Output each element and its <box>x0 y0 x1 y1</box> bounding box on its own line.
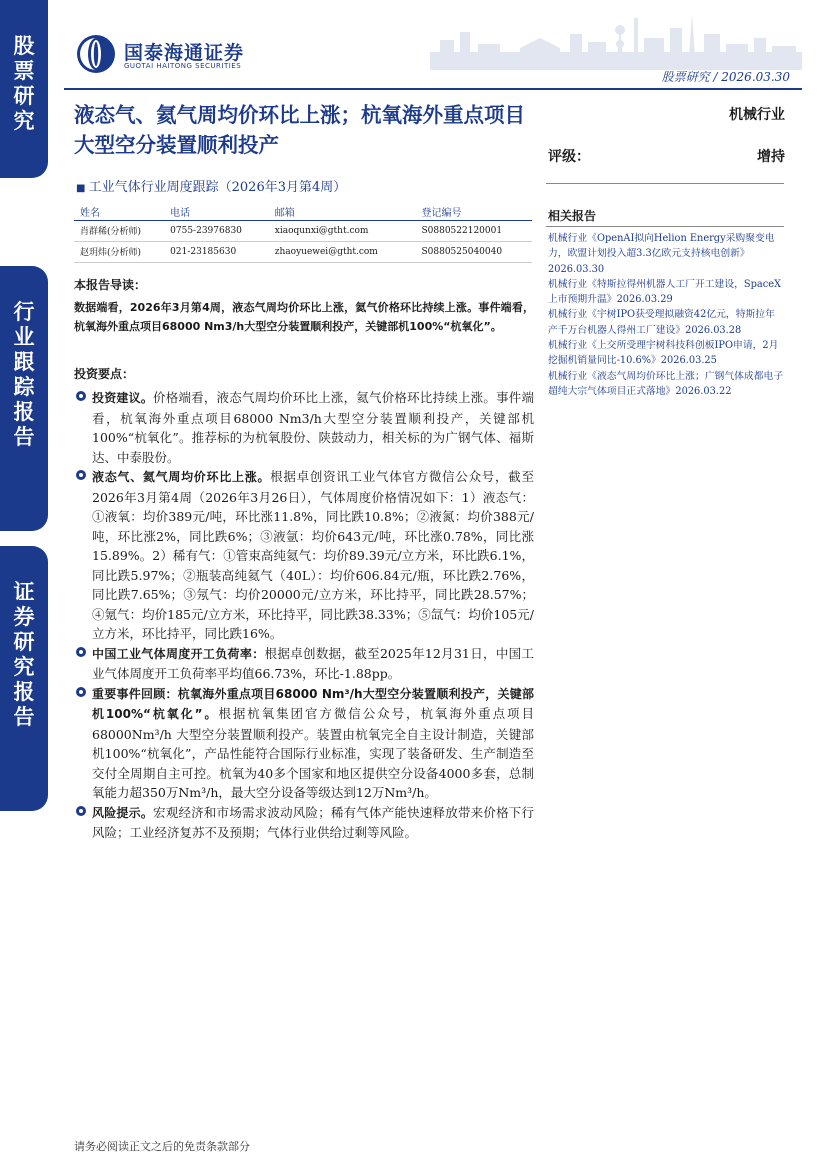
side-label-char: 券 <box>13 605 35 629</box>
related-reports-list <box>548 231 784 399</box>
industry-label: 机械行业 <box>729 107 785 123</box>
brand-name-en: GUOTAI HAITONG SECURITIES <box>124 62 242 70</box>
analyst-header-name: 姓名 <box>74 203 164 220</box>
analyst-header-reg: 登记编号 <box>415 203 532 220</box>
report-subtitle: ■ 工业气体行业周度跟踪（2026年3月第4周） <box>76 176 346 195</box>
point-body: 宏观经济和市场需求波动风险；稀有气体产能快速释放带来价格下行风险；工业经济复苏不及预期；气体行业供给过剩等风险。 <box>92 804 534 840</box>
list-item <box>76 803 534 843</box>
analyst-email[interactable]: zhaoyuewei@gtht.com <box>269 241 416 262</box>
rating-divider <box>546 183 784 184</box>
report-type-date: 股票研究 / 2026.03.30 <box>661 70 790 84</box>
rating-value: 增持 <box>757 149 785 165</box>
rating-label: 评级： <box>548 149 590 165</box>
analyst-name: 赵玥炜(分析师) <box>74 241 164 262</box>
analyst-phone: 021-23185630 <box>164 241 269 262</box>
related-report-link[interactable]: 机械行业《宇树IPO获受理拟融资42亿元，特斯拉年产千万台机器人得州工厂建设》2026.03.28 <box>548 309 775 336</box>
list-item <box>76 684 534 803</box>
disclaimer-note: 请务必阅读正文之后的免责条款部分 <box>74 1140 250 1153</box>
brand-name: 国泰海通证券 <box>124 42 245 64</box>
bullet-icon <box>76 391 86 401</box>
analyst-reg: S0880525040040 <box>415 241 532 262</box>
analyst-header-phone: 电话 <box>164 203 269 220</box>
analyst-phone: 0755-23976830 <box>164 220 269 241</box>
related-reports-heading: 相关报告 <box>548 209 597 223</box>
analyst-reg: S0880522120001 <box>415 220 532 241</box>
side-label-char: 报 <box>13 680 35 704</box>
side-label-securities-report <box>0 546 48 811</box>
report-title: 液态气、氦气周均价环比上涨；杭氧海外重点项目大型空分装置顺利投产 <box>74 103 525 157</box>
side-label-char: 究 <box>13 109 35 133</box>
point-body: 根据卓创资讯工业气体官方微信公众号，截至2026年3月第4周（2026年3月26日），气体周度价格情况如下：1）液态气：①液氧：均价389元/吨，环比涨11.8%，同比跌10.8%；②液氮：均价388元/吨，环比涨2%，同比跌6%；③液氩：均价643元/吨，环比涨0.78%，同比涨15.89%。2）稀有气：①管束高纯氦气：均价89.39元/立方米，环比跌6.1%，同比跌5.97%；②瓶装高纯氦气（40L）：均价606.84元/瓶，环比跌2.76%，同比跌7.65%；③氖气：均价20000元/立方米，环比持平，同比跌28.57%；④氪气：均价185元/立方米，环比持平，同比跌38.33%；⑤氙气：均价105元/立方米，环比持平，同比跌16%。 <box>92 469 534 641</box>
side-label-char: 业 <box>13 325 35 349</box>
point-title: 重要事件回顾：杭氧海外重点项目68000 Nm³/h大型空分装置顺利投产，关键部机100%“杭氧化”。 <box>92 686 534 721</box>
side-label-char: 研 <box>13 630 35 654</box>
bullet-icon <box>76 470 86 480</box>
point-title: 投资建议。 <box>92 391 154 405</box>
list-item <box>76 467 534 644</box>
invest-heading: 投资要点： <box>74 367 135 381</box>
side-label-stock-research <box>0 0 48 178</box>
side-label-char: 票 <box>13 59 35 83</box>
side-label-char: 究 <box>13 655 35 679</box>
point-title: 风险提示。 <box>92 805 154 820</box>
analyst-header-email: 邮箱 <box>269 203 416 220</box>
related-report-link[interactable]: 机械行业《特斯拉得州机器人工厂开工建设，SpaceX上市预期升温》2026.03.29 <box>548 278 782 306</box>
related-divider <box>546 226 784 227</box>
side-label-char: 报 <box>13 400 35 424</box>
side-label-char: 跟 <box>13 350 35 374</box>
point-title: 中国工业气体周度开工负荷率： <box>92 646 265 661</box>
side-label-char: 告 <box>13 425 35 449</box>
guide-text: 数据端看，2026年3月第4周，液态气周均价环比上涨，氦气价格环比持续上涨。事件端看，杭氧海外重点项目68000 Nm3/h大型空分装置顺利投产，关键部机100%“杭氧化”。 <box>74 301 534 333</box>
analyst-email[interactable]: xiaoqunxi@gtht.com <box>269 220 416 241</box>
side-label-char: 研 <box>13 84 35 108</box>
invest-points-list <box>76 388 534 843</box>
related-report-link[interactable]: 机械行业《上交所受理宇树科技科创板IPO申请，2月挖掘机销量同比-10.6%》2026.03.25 <box>548 340 779 367</box>
point-title: 液态气、氦气周均价环比上涨。 <box>92 470 271 484</box>
related-report-link[interactable]: 机械行业《液态气周均价环比上涨；广钢气体成都电子超纯大宗气体项目正式落地》2026.03.22 <box>548 370 784 397</box>
table-row <box>74 241 532 262</box>
header-rule <box>64 88 802 90</box>
analyst-table <box>74 203 532 263</box>
related-report-link[interactable]: 机械行业《OpenAI拟向Helion Energy采购聚变电力，欧盟计划投入超3.3亿欧元支持核电创新》2026.03.30 <box>548 233 775 275</box>
list-item <box>76 388 534 467</box>
company-logo-icon <box>76 34 116 74</box>
list-item <box>76 644 534 684</box>
side-label-char: 踪 <box>13 375 35 399</box>
point-body: 根据杭氧集团官方微信公众号，杭氧海外重点项目 68000Nm³/h 大型空分装置顺利投产。装置由杭氧完全自主设计制造，关键部机100%“杭氧化”，产品性能符合国际行业标准，实现了装备研发、生产制造至交付全周期自主可控。杭氧为40多个国家和地区提供空分设备4000多套，总制氧能力超350万Nm³/h，最大空分设备等级达到12万Nm³/h。 <box>92 706 534 800</box>
side-label-industry-tracking <box>0 266 48 531</box>
table-row <box>74 220 532 241</box>
bullet-icon <box>76 806 86 816</box>
side-label-char: 证 <box>13 580 35 604</box>
point-body: 价格端看，液态气周均价环比上涨，氦气价格环比持续上涨。事件端看，杭氧海外重点项目68000 Nm3/h大型空分装置顺利投产，关键部机100%“杭氧化”。推荐标的为杭氧股份、陕鼓动力，相关标的为广钢气体、福斯达、中泰股份。 <box>92 390 534 465</box>
city-skyline-illustration <box>430 4 802 70</box>
side-label-char: 告 <box>13 705 35 729</box>
analyst-name: 肖群稀(分析师) <box>74 220 164 241</box>
bullet-icon <box>76 647 86 657</box>
guide-heading: 本报告导读： <box>74 278 147 292</box>
side-label-char: 行 <box>13 300 35 324</box>
side-label-char: 股 <box>13 34 35 58</box>
bullet-icon <box>76 687 86 697</box>
point-body: 根据卓创数据，截至2025年12月31日，中国工业气体周度开工负荷率平均值66.73%，环比-1.88pp。 <box>92 645 534 681</box>
